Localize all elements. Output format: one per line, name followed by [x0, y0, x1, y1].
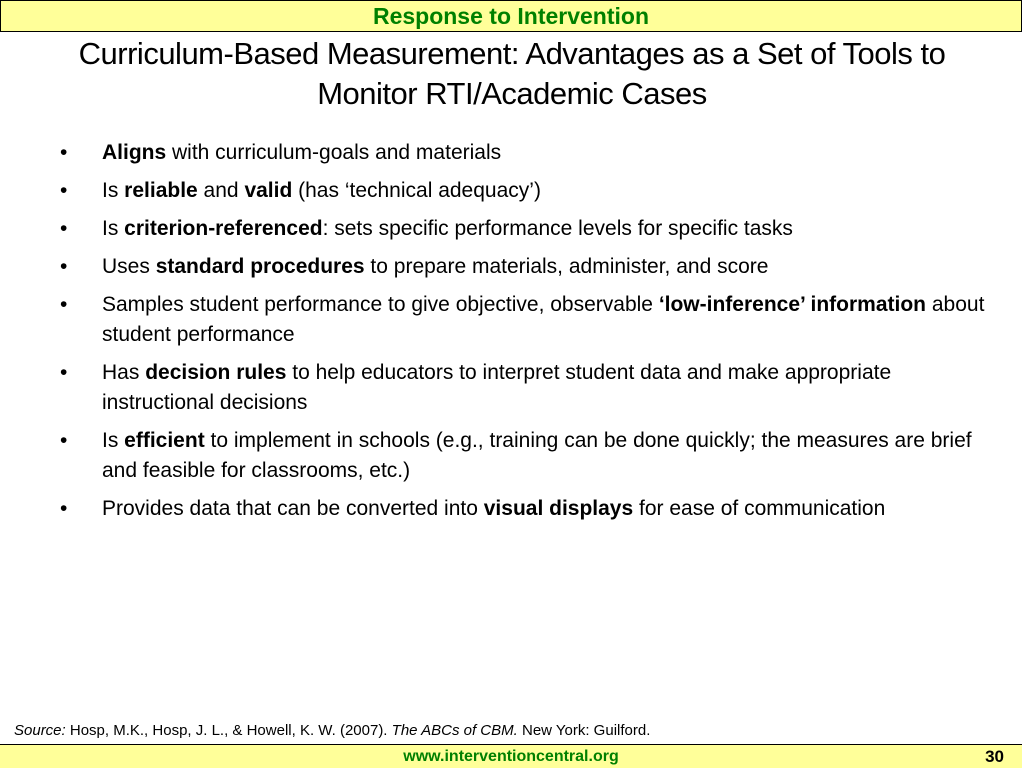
bullet-text: Samples student performance to give objective, observable	[102, 293, 659, 316]
slide-title	[0, 34, 1024, 114]
slide-title-line-1: Curriculum-Based Measurement: Advantages as a Set of Tools to	[78, 36, 946, 71]
bullet-text: Uses	[102, 255, 156, 278]
source-book-title: The ABCs of CBM.	[391, 722, 518, 739]
bullet-text: about student performance	[102, 293, 985, 346]
bullet-text: Provides data that can be converted into	[102, 497, 484, 520]
bullet-text: for ease of communication	[633, 497, 886, 520]
bullet-text: Is	[102, 429, 125, 452]
bullet-text: (has ‘technical adequacy’)	[292, 179, 541, 202]
bullet-item	[60, 138, 990, 168]
bullet-text: Is	[102, 217, 125, 240]
bullet-text: : sets specific performance levels for specific tasks	[322, 217, 793, 240]
bullet-icon: •	[60, 217, 68, 240]
bullet-bold-text: reliable	[124, 179, 198, 202]
bullet-icon: •	[60, 255, 68, 278]
bullet-item	[60, 358, 990, 418]
bullet-item	[60, 494, 990, 524]
bullet-text: and	[197, 179, 245, 202]
bullet-text: to implement in schools (e.g., training can be done quickly; the measures are brief and feasible for classrooms, etc.)	[102, 429, 972, 482]
bullet-bold-text: standard procedures	[155, 255, 365, 278]
bullet-item	[60, 290, 990, 350]
bullet-bold-text: valid	[244, 179, 293, 202]
bullet-item	[60, 426, 990, 486]
slide-title-line-2: Monitor RTI/Academic Cases	[317, 76, 707, 111]
header-banner	[0, 0, 1022, 32]
bullet-item	[60, 214, 990, 244]
bullet-bold-text: decision rules	[145, 361, 287, 384]
source-label: Source:	[14, 722, 66, 739]
bullet-text: to prepare materials, administer, and score	[364, 255, 769, 278]
bullet-bold-text: ‘low-inference’ information	[658, 293, 927, 316]
bullet-icon: •	[60, 497, 68, 520]
bullet-icon: •	[60, 361, 68, 384]
bullet-text: Has	[102, 361, 146, 384]
bullet-list	[60, 138, 990, 532]
page-number: 30	[985, 747, 1004, 766]
bullet-icon: •	[60, 179, 68, 202]
bullet-text: Is	[102, 179, 125, 202]
bullet-bold-text: Aligns	[102, 141, 167, 164]
bullet-bold-text: efficient	[124, 429, 205, 452]
bullet-text: to help educators to interpret student data and make appropriate instructional decisions	[102, 361, 892, 414]
footer-url-link[interactable]: www.interventioncentral.org	[403, 748, 619, 765]
bullet-item	[60, 252, 990, 282]
bullet-bold-text: criterion-referenced	[124, 217, 323, 240]
source-publisher: New York: Guilford.	[517, 722, 651, 739]
bullet-icon: •	[60, 429, 68, 452]
header-banner-text: Response to Intervention	[372, 3, 650, 29]
bullet-text: with curriculum-goals and materials	[166, 141, 502, 164]
source-authors: Hosp, M.K., Hosp, J. L., & Howell, K. W. (2007).	[65, 722, 392, 739]
bullet-icon: •	[60, 141, 68, 164]
bullet-item	[60, 176, 990, 206]
footer-banner	[0, 744, 1022, 768]
bullet-icon: •	[60, 293, 68, 316]
source-citation	[14, 722, 650, 740]
bullet-bold-text: visual displays	[483, 497, 634, 520]
